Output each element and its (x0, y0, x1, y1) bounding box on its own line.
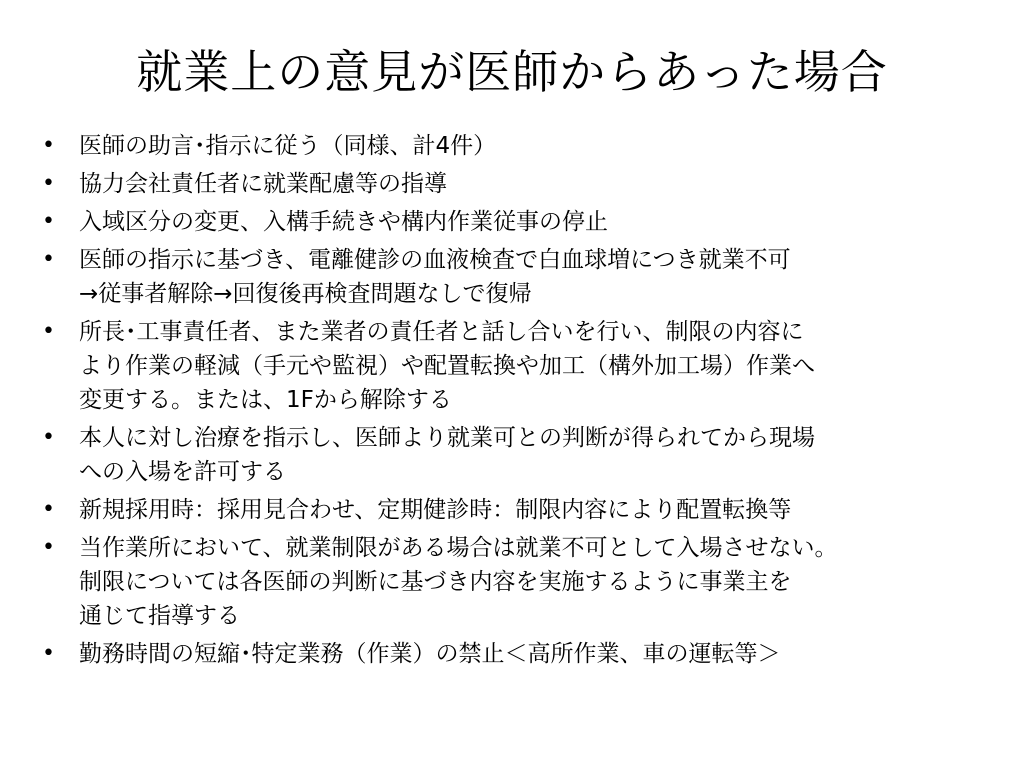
bullet-item (0, 421, 1024, 489)
bullet-text-continuation: 変更する。または、1Fから解除する (79, 387, 452, 413)
bullet-item (0, 167, 1024, 201)
bullet-icon: • (42, 425, 55, 450)
bullet-item (0, 205, 1024, 239)
bullet-item (0, 315, 1024, 417)
bullet-text: 協力会社責任者に就業配慮等の指導 (79, 171, 447, 197)
bullet-text: 医師の指示に基づき、電離健診の血液検査で白血球増につき就業不可 (79, 247, 791, 273)
bullet-text-continuation: →従事者解除→回復後再検査問題なしで復帰 (79, 281, 532, 307)
bullet-text-continuation: 制限については各医師の判断に基づき内容を実施するように事業主を (79, 569, 792, 595)
bullet-icon: • (42, 209, 55, 234)
bullet-text: 所長･工事責任者、また業者の責任者と話し合いを行い、制限の内容に (79, 319, 804, 345)
bullet-icon: • (42, 247, 55, 272)
bullet-text: 入域区分の変更、入構手続きや構内作業従事の停止 (79, 209, 608, 235)
bullet-item (0, 493, 1024, 527)
bullet-text-continuation: への入場を許可する (79, 459, 286, 485)
bullet-item (0, 129, 1024, 163)
bullet-text: 新規採用時：採用見合わせ、定期健診時：制限内容により配置転換等 (79, 497, 792, 523)
slide-title: 就業上の意見が医師からあった場合 (136, 45, 888, 99)
bullet-icon: • (42, 171, 55, 196)
bullet-list (0, 129, 1024, 675)
bullet-text-continuation: 通じて指導する (79, 603, 240, 629)
bullet-item (0, 637, 1024, 671)
bullet-text: 医師の助言･指示に従う（同様、計4件） (79, 133, 497, 159)
bullet-text: 当作業所において、就業制限がある場合は就業不可として入場させない。 (79, 535, 838, 561)
bullet-icon: • (42, 319, 55, 344)
bullet-text-continuation: より作業の軽減（手元や監視）や配置転換や加工（構外加工場）作業へ (79, 353, 815, 379)
bullet-icon: • (42, 133, 55, 158)
bullet-item (0, 243, 1024, 311)
bullet-text: 勤務時間の短縮･特定業務（作業）の禁止＜高所作業、車の運転等＞ (79, 641, 781, 667)
bullet-icon: • (42, 535, 55, 560)
bullet-text: 本人に対し治療を指示し、医師より就業可との判断が得られてから現場 (79, 425, 815, 451)
bullet-icon: • (42, 497, 55, 522)
bullet-icon: • (42, 641, 55, 666)
bullet-item (0, 531, 1024, 633)
